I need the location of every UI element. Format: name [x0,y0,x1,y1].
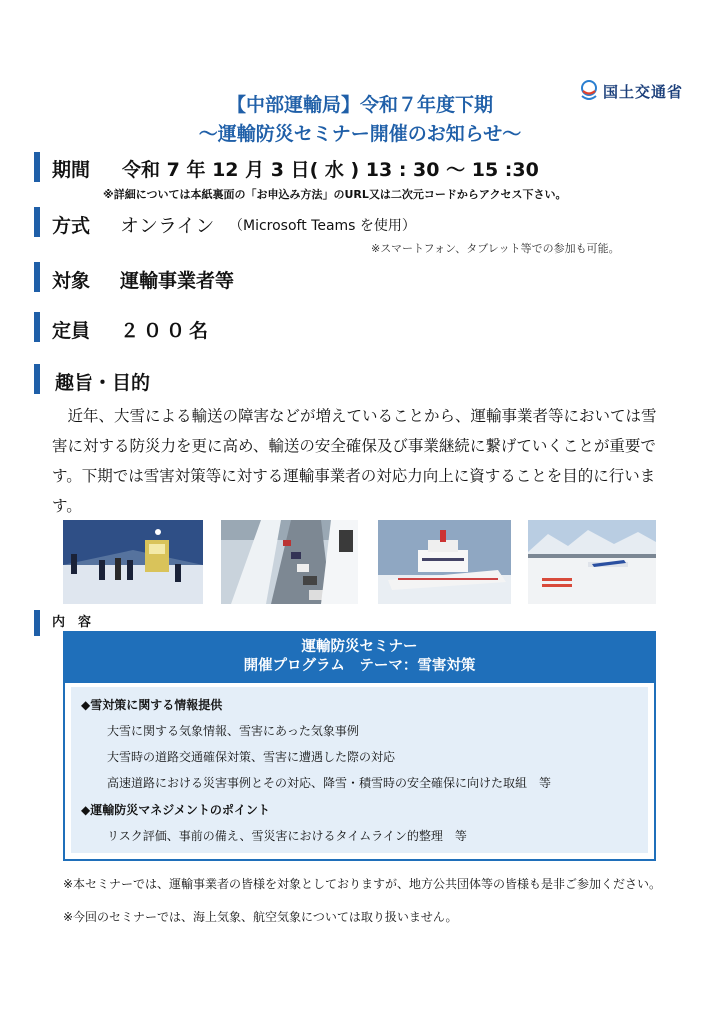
target-value: 運輸事業者等 [120,270,235,292]
photo-airport [528,520,656,604]
program-item: 大雪に関する気象情報、雪害にあった気象事例 [107,724,359,738]
photo-ferry [378,520,511,604]
section-bar [34,610,40,636]
date-value: 令和 7 年 12 月 3 日( 水 ) 13 : 30 〜 15 :30 [122,159,539,181]
photo-snow-highway [221,520,358,604]
section-bar [34,262,40,292]
purpose-label: 趣旨・目的 [55,372,151,394]
page-title-line2: ～運輸防災セミナー開催のお知らせ～ [198,123,522,145]
date-label: 期間 [52,159,91,181]
program-box [63,631,656,861]
program-title: 運輸防災セミナー [301,639,418,655]
photo-snow-rescue [63,520,203,604]
format-value-sub: （Microsoft Teams を使用） [229,218,416,234]
footer-note: ※本セミナーでは、運輸事業者の皆様を対象としておりますが、地方公共団体等の皆様も是非ご参加ください。 [63,877,662,891]
program-box-header [65,633,654,683]
program-item: 高速道路における災害事例とその対応、降雪・積雪時の安全確保に向けた取組 等 [107,776,552,790]
section-bar [34,364,40,394]
section-bar [34,312,40,342]
page-title-line1: 【中部運輸局】令和７年度下期 [226,94,493,116]
footer-note: ※今回のセミナーでは、海上気象、航空気象については取り扱いません。 [63,910,458,924]
ministry-name: 国土交通省 [603,82,684,101]
program-subtitle: 開催プログラム テーマ：雪害対策 [243,658,476,674]
program-item: リスク評価、事前の備え、雪災害におけるタイムライン的整理 等 [107,829,467,843]
format-label: 方式 [52,215,91,237]
program-section-heading: ◆雪対策に関する情報提供 [81,698,223,712]
date-note: ※詳細については本紙裏面の「お申込み方法」のURL又は二次元コードからアクセス下さい。 [103,188,567,201]
target-label: 対象 [52,270,91,292]
section-bar [34,207,40,237]
format-value: オンライン [120,215,215,237]
capacity-label: 定員 [52,320,91,342]
program-body [71,687,648,853]
purpose-body: 近年、大雪による輸送の障害などが増えていることから、運輸事業者等においては雪害に対する防災力を更に高め、輸送の安全確保及び事業継続に繋げていくことが重要です。下期では雪害対策等に対する運輸事業者の対応力向上に資することを目的に行います。 [52,407,657,515]
section-bar [34,152,40,182]
program-item: 大雪時の道路交通確保対策、雪害に遭遇した際の対応 [107,750,396,764]
format-note: ※スマートフォン、タブレット等での参加も可能。 [371,242,620,255]
capacity-value: ２００名 [120,320,213,342]
program-section-heading: ◆運輸防災マネジメントのポイント [81,803,270,817]
content-label: 内 容 [52,615,92,630]
